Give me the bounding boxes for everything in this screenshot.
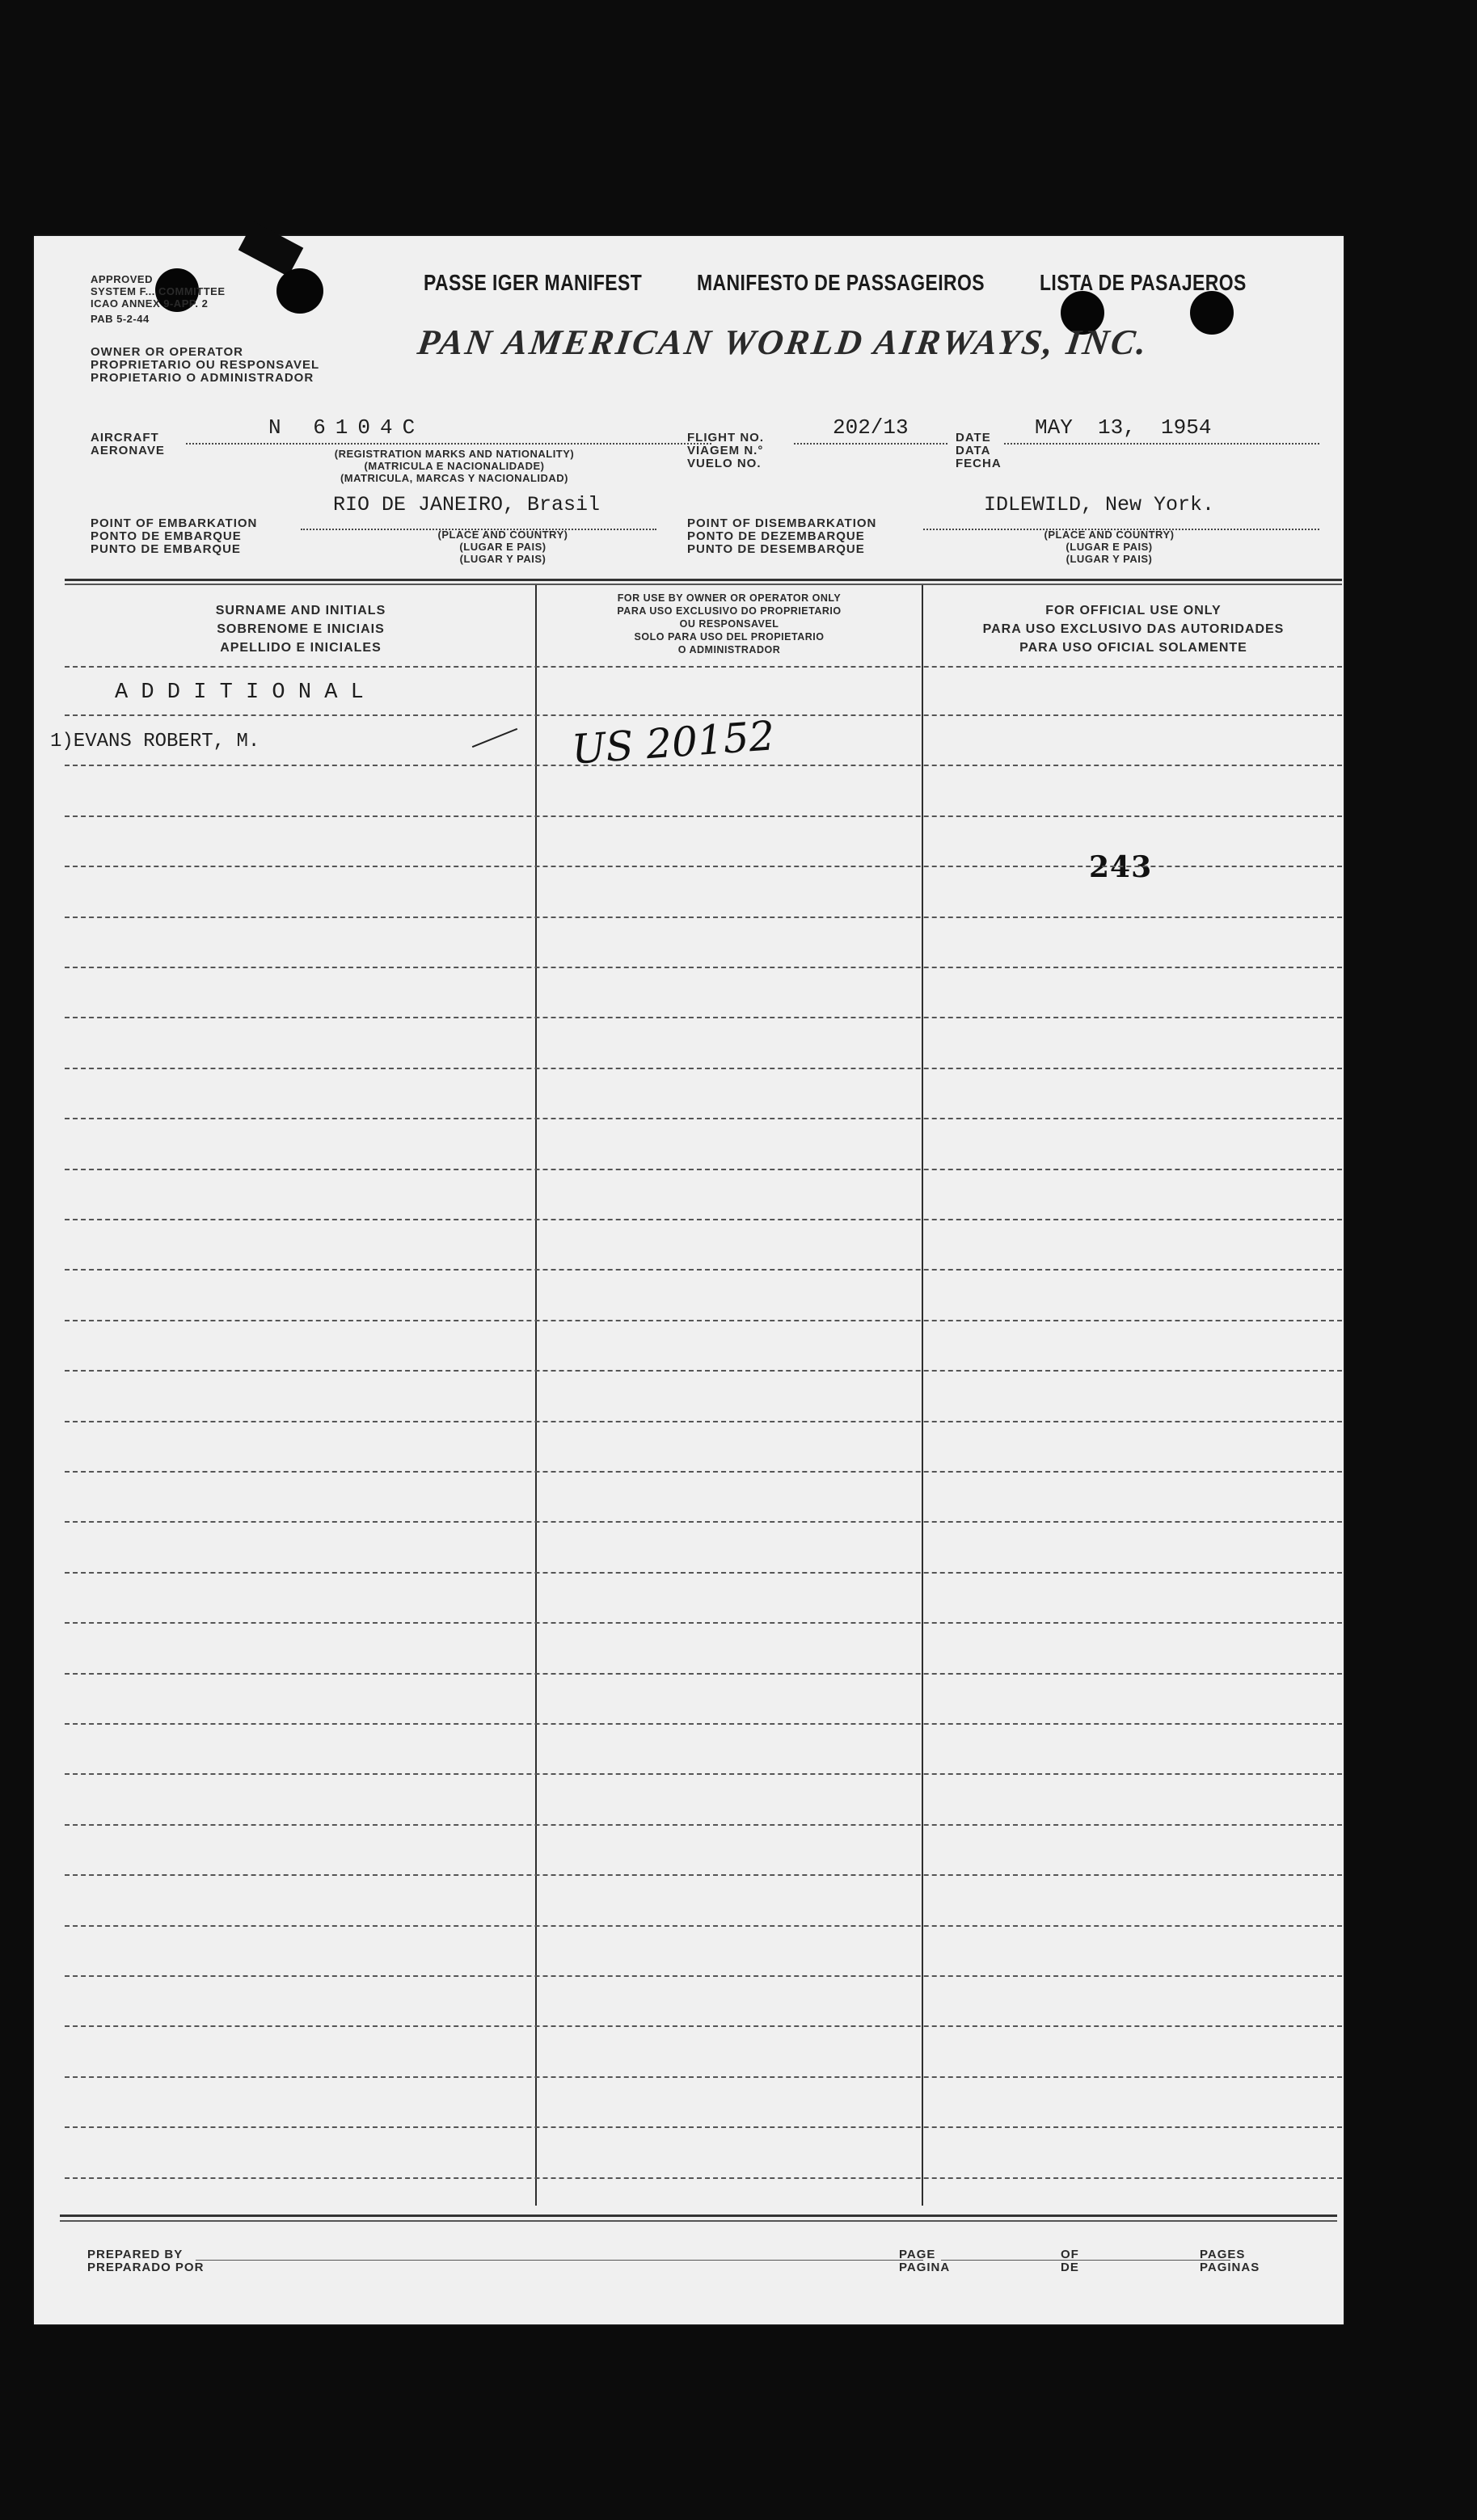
table-row-line (65, 1773, 1342, 1775)
table-row-line (65, 815, 1342, 817)
column-header-official-es: PARA USO OFICIAL SOLAMENTE (1019, 641, 1247, 655)
column-header-official (923, 601, 1344, 657)
column-divider-2 (922, 585, 923, 2206)
aircraft-label-en: AIRCRAFT (91, 431, 159, 445)
table-row-line (65, 1572, 1342, 1574)
flight-label-es: VUELO NO. (687, 457, 762, 470)
approval-line: ICAO ANNEX 9-APP. 2 (91, 297, 209, 310)
table-row-line (65, 1975, 1342, 1977)
embarkation-label-en: POINT OF EMBARKATION (91, 516, 258, 530)
prepared-by-line (196, 2260, 923, 2261)
prepared-by-label (87, 2248, 204, 2274)
prepared-by-label-pt: PREPARADO POR (87, 2261, 205, 2274)
column-header-official-en: FOR OFFICIAL USE ONLY (1045, 604, 1222, 617)
table-row-line (65, 765, 1342, 766)
table-row-line (65, 714, 1342, 716)
pages-label (1200, 2248, 1260, 2274)
table-row-line (65, 1269, 1342, 1271)
table-row-line (65, 917, 1342, 918)
owner-label (91, 346, 319, 385)
owner-label-es: PROPIETARIO O ADMINISTRADOR (91, 371, 314, 385)
manifest-sheet (34, 236, 1344, 2324)
registration-caption-en: (REGISTRATION MARKS AND NATIONALITY) (334, 448, 575, 460)
approval-block (91, 273, 226, 325)
embarkation-place-caption (398, 529, 608, 565)
punch-hole (1190, 291, 1234, 335)
table-row-line (65, 1723, 1342, 1725)
date-label-en: DATE (956, 431, 991, 445)
flight-label (687, 432, 764, 470)
column-header-operator-line: OU RESPONSAVEL (679, 618, 779, 630)
operator-name: PAN AMERICAN WORLD AIRWAYS, INC. (415, 322, 1152, 362)
place-caption-es: (LUGAR Y PAIS) (1066, 553, 1153, 565)
table-row-line (65, 1673, 1342, 1675)
table-row-line (65, 1874, 1342, 1876)
column-header-operator-line: PARA USO EXCLUSIVO DO PROPRIETARIO (617, 605, 842, 617)
flight-field-line (794, 443, 947, 445)
table-row-line (65, 1169, 1342, 1170)
check-mark (472, 728, 517, 748)
header-bottom-rule (65, 666, 1342, 668)
table-row-line (65, 2177, 1342, 2179)
table-row-line (65, 1219, 1342, 1220)
table-row-line (65, 1521, 1342, 1523)
registration-caption-es: (MATRICULA, MARCAS Y NACIONALIDAD) (340, 472, 569, 484)
footer-top-rule-2 (60, 2220, 1337, 2222)
place-caption-en: (PLACE AND COUNTRY) (1044, 529, 1175, 541)
column-header-official-pt: PARA USO EXCLUSIVO DAS AUTORIDADES (982, 622, 1285, 636)
table-row-line (65, 2126, 1342, 2128)
table-row-line (65, 1471, 1342, 1473)
aircraft-value: N 6104C (268, 415, 425, 440)
embarkation-label-es: PUNTO DE EMBARQUE (91, 542, 241, 556)
table-top-rule-2 (65, 584, 1342, 585)
of-label-en: OF (1061, 2248, 1079, 2261)
prepared-by-label-en: PREPARED BY (87, 2248, 184, 2261)
place-caption-en: (PLACE AND COUNTRY) (437, 529, 568, 541)
aircraft-label (91, 432, 165, 457)
flight-value: 202/13 (833, 415, 909, 440)
table-row-line (65, 2076, 1342, 2078)
table-row-line (65, 1068, 1342, 1069)
flight-label-en: FLIGHT NO. (687, 431, 764, 445)
approval-line: PAB 5-2-44 (91, 313, 150, 325)
date-value: MAY 13, 1954 (1035, 415, 1212, 440)
owner-label-pt: PROPRIETARIO OU RESPONSAVEL (91, 358, 320, 372)
date-label-pt: DATA (956, 444, 991, 457)
page-label-pt: PAGINA (899, 2261, 951, 2274)
date-label-es: FECHA (956, 457, 1002, 470)
aircraft-field-line (186, 443, 711, 445)
approval-line: SYSTEM F... COMMITTEE (91, 285, 226, 297)
table-row-line (65, 1824, 1342, 1826)
stamp-number: 243 (1089, 850, 1153, 884)
owner-note: US 20152 (570, 712, 777, 773)
column-header-operator (537, 592, 922, 656)
table-row-line (65, 1370, 1342, 1372)
date-field-line (1004, 443, 1319, 445)
of-label (1061, 2248, 1079, 2274)
column-header-operator-line: FOR USE BY OWNER OR OPERATOR ONLY (617, 592, 842, 604)
column-header-names-es: APELLIDO E INICIALES (220, 641, 382, 655)
embarkation-label (91, 517, 257, 556)
page-label (899, 2248, 950, 2274)
table-row-line (65, 1925, 1342, 1927)
section-note: A D D I T I O N A L (115, 681, 364, 705)
date-label (956, 432, 1002, 470)
column-header-operator-line: O ADMINISTRADOR (677, 644, 781, 655)
approval-line: APPROVED (91, 273, 153, 285)
page-label-en: PAGE (899, 2248, 936, 2261)
passenger-entry: 1)EVANS ROBERT, M. (50, 731, 260, 752)
flight-label-pt: VIAGEM N.° (687, 444, 764, 457)
column-header-names-en: SURNAME AND INITIALS (215, 604, 386, 617)
table-row-line (65, 2025, 1342, 2027)
aircraft-label-pt: AERONAVE (91, 444, 165, 457)
table-row-line (65, 1421, 1342, 1422)
table-row-line (65, 1017, 1342, 1018)
footer-top-rule (60, 2214, 1337, 2217)
column-divider-1 (535, 585, 537, 2206)
registration-caption (268, 448, 640, 484)
disembarkation-place-caption (1004, 529, 1214, 565)
title-spanish: LISTA DE PASAJEROS (1040, 270, 1247, 295)
disembarkation-label-pt: PONTO DE DEZEMBARQUE (687, 529, 865, 543)
column-header-names-pt: SOBRENOME E INICIAIS (217, 622, 385, 636)
table-top-rule (65, 579, 1342, 581)
column-header-operator-line: SOLO PARA USO DEL PROPIETARIO (634, 631, 825, 643)
title-portuguese: MANIFESTO DE PASSAGEIROS (697, 270, 985, 295)
table-row-line (65, 1320, 1342, 1321)
disembarkation-label-en: POINT OF DISEMBARKATION (687, 516, 877, 530)
table-row-line (65, 967, 1342, 968)
owner-label-en: OWNER OR OPERATOR (91, 345, 243, 359)
place-caption-pt: (LUGAR E PAIS) (1066, 541, 1153, 553)
punch-hole (276, 268, 323, 314)
of-label-pt: DE (1061, 2261, 1079, 2274)
table-row-line (65, 866, 1342, 867)
pages-label-pt: PAGINAS (1200, 2261, 1260, 2274)
embarkation-value: RIO DE JANEIRO, Brasil (333, 493, 601, 516)
table-row-line (65, 1622, 1342, 1624)
place-caption-pt: (LUGAR E PAIS) (459, 541, 546, 553)
place-caption-es: (LUGAR Y PAIS) (459, 553, 546, 565)
disembarkation-value: IDLEWILD, New York. (984, 493, 1215, 516)
column-header-names (66, 601, 535, 657)
registration-caption-pt: (MATRICULA E NACIONALIDADE) (364, 460, 545, 472)
disembarkation-label-es: PUNTO DE DESEMBARQUE (687, 542, 865, 556)
embarkation-label-pt: PONTO DE EMBARQUE (91, 529, 242, 543)
table-row-line (65, 1118, 1342, 1119)
title-english: PASSE IGER MANIFEST (424, 270, 643, 295)
pages-label-en: PAGES (1200, 2248, 1246, 2261)
disembarkation-label (687, 517, 876, 556)
